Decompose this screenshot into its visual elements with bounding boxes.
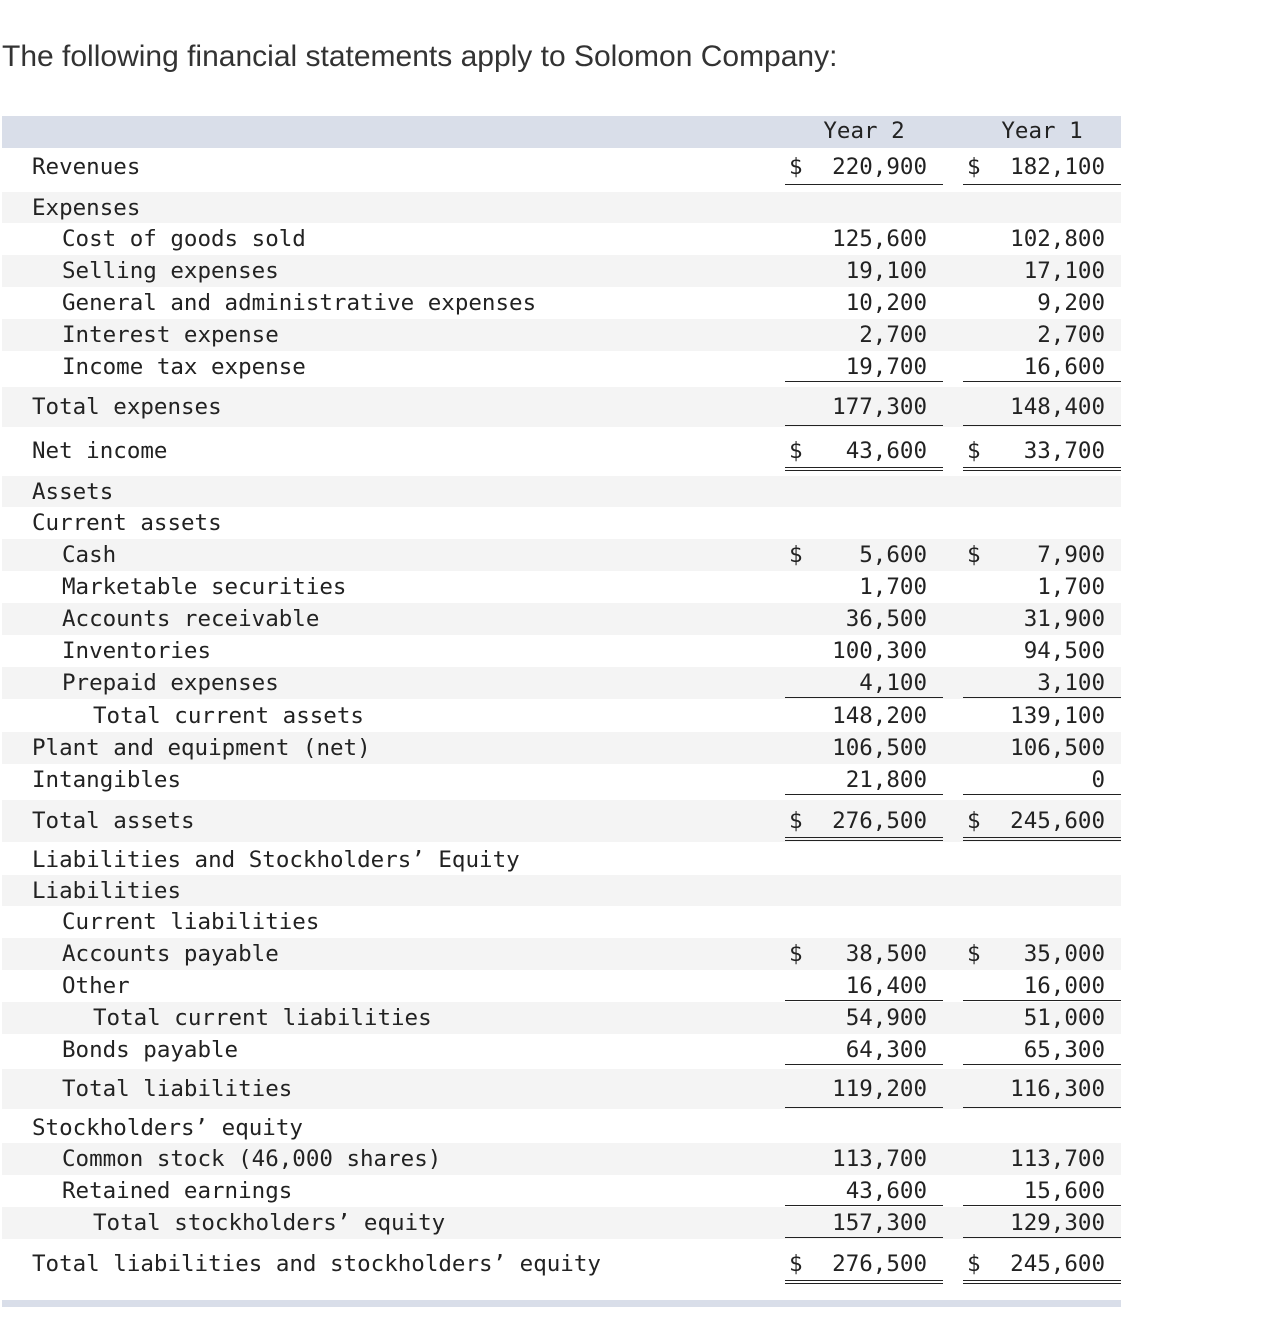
row-label: Inventories [62,638,212,664]
year-1-value-cell [963,542,1121,568]
row-label: Cost of goods sold [62,226,306,252]
year-1-value-cell [963,1005,1121,1031]
column-header-year-1: Year 1 [1001,118,1083,144]
year-1-value: 182,100 [1010,154,1105,180]
underline [963,1064,1121,1065]
year-1-value: 139,100 [1010,703,1105,729]
year-1-value-cell [963,322,1121,348]
double-underline [785,467,943,471]
table-row [2,319,1121,351]
year-2-value-cell [785,606,943,632]
year-1-value-cell [963,1210,1121,1236]
year-1-value: 94,500 [1023,638,1105,664]
year-2-value-cell [785,735,943,761]
table-row [2,732,1121,764]
year-2-value-cell [785,1037,943,1063]
year-2-value: 43,600 [845,438,927,464]
year-1-value-cell [963,1076,1121,1102]
year-1-value: 3,100 [1037,670,1105,696]
year-2-value-cell [785,438,943,464]
table-row [2,430,1121,472]
table-row [2,476,1121,507]
underline [963,1205,1121,1206]
year-1-value: 148,400 [1010,394,1105,420]
year-1-value: 0 [1091,767,1105,793]
currency-symbol: $ [789,154,803,180]
year-1-value-cell [963,438,1121,464]
currency-symbol: $ [967,438,981,464]
year-1-value-cell [963,1037,1121,1063]
row-label: Total current liabilities [93,1005,432,1031]
table-row [2,764,1121,796]
year-2-value-cell [785,1005,943,1031]
row-label: Selling expenses [62,258,279,284]
year-2-value: 21,800 [845,767,927,793]
row-label: Intangibles [32,767,182,793]
row-label: Marketable securities [62,574,347,600]
row-label: Other [62,973,130,999]
row-label: Total stockholders’ equity [93,1210,446,1236]
table-row [2,844,1121,875]
year-1-value: 35,000 [1023,941,1105,967]
year-2-value-cell [785,354,943,380]
year-1-value-cell [963,670,1121,696]
currency-symbol: $ [789,941,803,967]
underline [785,1000,943,1001]
year-2-value: 125,600 [832,226,927,252]
year-1-value: 102,800 [1010,226,1105,252]
year-2-value-cell [785,767,943,793]
year-1-value: 16,600 [1023,354,1105,380]
table-row [2,571,1121,603]
table-row [2,1175,1121,1207]
year-2-value: 5,600 [859,542,927,568]
year-1-value-cell [963,808,1121,834]
year-1-value-cell [963,290,1121,316]
currency-symbol: $ [967,808,981,834]
currency-symbol: $ [789,438,803,464]
year-2-value-cell [785,808,943,834]
intro-text: The following financial statements apply to Solomon Company: [2,40,838,73]
table-row [2,148,1121,186]
underline [963,425,1121,426]
year-1-value: 31,900 [1023,606,1105,632]
row-label: Revenues [32,154,141,180]
year-1-value: 106,500 [1010,735,1105,761]
row-label: Total liabilities [62,1076,293,1102]
year-1-value: 51,000 [1023,1005,1105,1031]
year-1-value-cell [963,606,1121,632]
year-1-value-cell [963,1178,1121,1204]
underline [963,381,1121,382]
table-row [2,938,1121,970]
table-row [2,1002,1121,1034]
year-1-value-cell [963,1146,1121,1172]
row-label: Bonds payable [62,1037,239,1063]
table-row [2,800,1121,842]
year-2-value-cell [785,670,943,696]
year-1-value-cell [963,973,1121,999]
row-label: Current liabilities [62,909,320,935]
double-underline [963,1280,1121,1284]
row-label: Interest expense [62,322,279,348]
underline [785,697,943,698]
table-row [2,875,1121,906]
column-header-year-2: Year 2 [823,118,905,144]
row-label: Accounts payable [62,941,279,967]
year-2-value: 36,500 [845,606,927,632]
year-1-value: 2,700 [1037,322,1105,348]
row-label: Liabilities [32,878,182,904]
year-1-value-cell [963,767,1121,793]
underline [963,184,1121,185]
year-2-value-cell [785,1178,943,1204]
year-1-value-cell [963,226,1121,252]
table-row [2,1243,1121,1285]
table-row [2,667,1121,699]
year-2-value-cell [785,941,943,967]
year-2-value: 64,300 [845,1037,927,1063]
table-header [2,116,1121,148]
year-2-value: 16,400 [845,973,927,999]
year-2-value: 276,500 [832,1251,927,1277]
table-row [2,1034,1121,1066]
table-row [2,255,1121,287]
table-row [2,287,1121,319]
table-row [2,507,1121,539]
year-1-value: 245,600 [1010,1251,1105,1277]
row-label: Prepaid expenses [62,670,279,696]
year-1-value-cell [963,394,1121,420]
year-1-value: 113,700 [1010,1146,1105,1172]
row-label: Total current assets [93,703,364,729]
underline [785,794,943,795]
year-1-value: 16,000 [1023,973,1105,999]
year-1-value: 65,300 [1023,1037,1105,1063]
row-label: Net income [32,438,168,464]
year-2-value: 106,500 [832,735,927,761]
year-2-value: 157,300 [832,1210,927,1236]
year-2-value: 1,700 [859,574,927,600]
year-2-value-cell [785,1076,943,1102]
year-1-value: 9,200 [1037,290,1105,316]
year-1-value-cell [963,354,1121,380]
row-label: Total expenses [32,394,222,420]
year-1-value: 245,600 [1010,808,1105,834]
double-underline [785,837,943,841]
table-row [2,387,1121,427]
table-row [2,603,1121,635]
table-row [2,906,1121,938]
year-2-value-cell [785,322,943,348]
year-2-value: 119,200 [832,1076,927,1102]
year-2-value-cell [785,258,943,284]
year-2-value: 2,700 [859,322,927,348]
year-2-value: 220,900 [832,154,927,180]
year-1-value: 129,300 [1010,1210,1105,1236]
table-row [2,970,1121,1002]
underline [963,1000,1121,1001]
row-label: Expenses [32,195,141,221]
row-label: Total liabilities and stockholders’ equity [32,1251,601,1277]
row-label: Current assets [32,510,222,536]
row-label: General and administrative expenses [62,290,537,316]
table-row [2,635,1121,667]
year-2-value: 100,300 [832,638,927,664]
currency-symbol: $ [789,808,803,834]
year-2-value-cell [785,290,943,316]
underline [785,1064,943,1065]
year-2-value-cell [785,542,943,568]
row-label: Retained earnings [62,1178,293,1204]
row-label: Plant and equipment (net) [32,735,371,761]
table-row [2,223,1121,255]
year-2-value: 38,500 [845,941,927,967]
year-1-value: 7,900 [1037,542,1105,568]
double-underline [963,467,1121,471]
table-row [2,700,1121,732]
row-label: Total assets [32,808,195,834]
year-1-value-cell [963,574,1121,600]
table-row [2,1207,1121,1239]
currency-symbol: $ [967,1251,981,1277]
underline [785,1107,943,1108]
table-row [2,192,1121,223]
year-1-value: 1,700 [1037,574,1105,600]
underline [785,381,943,382]
year-2-value: 19,100 [845,258,927,284]
year-2-value-cell [785,154,943,180]
year-1-value-cell [963,638,1121,664]
row-label: Cash [62,542,117,568]
table-row [2,1112,1121,1143]
underline [785,184,943,185]
row-label: Income tax expense [62,354,306,380]
year-1-value: 15,600 [1023,1178,1105,1204]
year-1-value-cell [963,941,1121,967]
year-2-value: 4,100 [859,670,927,696]
year-2-value-cell [785,574,943,600]
year-2-value: 10,200 [845,290,927,316]
table-row [2,1069,1121,1109]
table-row [2,351,1121,383]
year-2-value-cell [785,394,943,420]
year-2-value-cell [785,226,943,252]
year-2-value: 177,300 [832,394,927,420]
row-label: Accounts receivable [62,606,320,632]
currency-symbol: $ [789,542,803,568]
underline [785,1205,943,1206]
year-2-value: 19,700 [845,354,927,380]
table-row [2,539,1121,571]
table-bottom-bar [2,1300,1121,1307]
year-2-value-cell [785,638,943,664]
year-1-value-cell [963,735,1121,761]
year-1-value: 17,100 [1023,258,1105,284]
currency-symbol: $ [967,542,981,568]
year-2-value: 113,700 [832,1146,927,1172]
year-2-value: 276,500 [832,808,927,834]
year-2-value-cell [785,703,943,729]
underline [963,1237,1121,1238]
year-2-value: 43,600 [845,1178,927,1204]
underline [785,1237,943,1238]
year-2-value-cell [785,1146,943,1172]
row-label: Common stock (46,000 shares) [62,1146,442,1172]
year-2-value: 54,900 [845,1005,927,1031]
row-label: Stockholders’ equity [32,1115,303,1141]
currency-symbol: $ [967,941,981,967]
currency-symbol: $ [789,1251,803,1277]
year-1-value-cell [963,258,1121,284]
underline [963,1107,1121,1108]
year-1-value: 33,700 [1023,438,1105,464]
row-label: Liabilities and Stockholders’ Equity [32,847,520,873]
underline [785,425,943,426]
year-1-value: 116,300 [1010,1076,1105,1102]
currency-symbol: $ [967,154,981,180]
underline [963,794,1121,795]
year-1-value-cell [963,703,1121,729]
double-underline [963,837,1121,841]
row-label: Assets [32,479,114,505]
year-2-value-cell [785,1210,943,1236]
year-2-value-cell [785,973,943,999]
table-row [2,1143,1121,1175]
double-underline [785,1280,943,1284]
year-2-value: 148,200 [832,703,927,729]
year-2-value-cell [785,1251,943,1277]
year-1-value-cell [963,154,1121,180]
year-1-value-cell [963,1251,1121,1277]
underline [963,697,1121,698]
